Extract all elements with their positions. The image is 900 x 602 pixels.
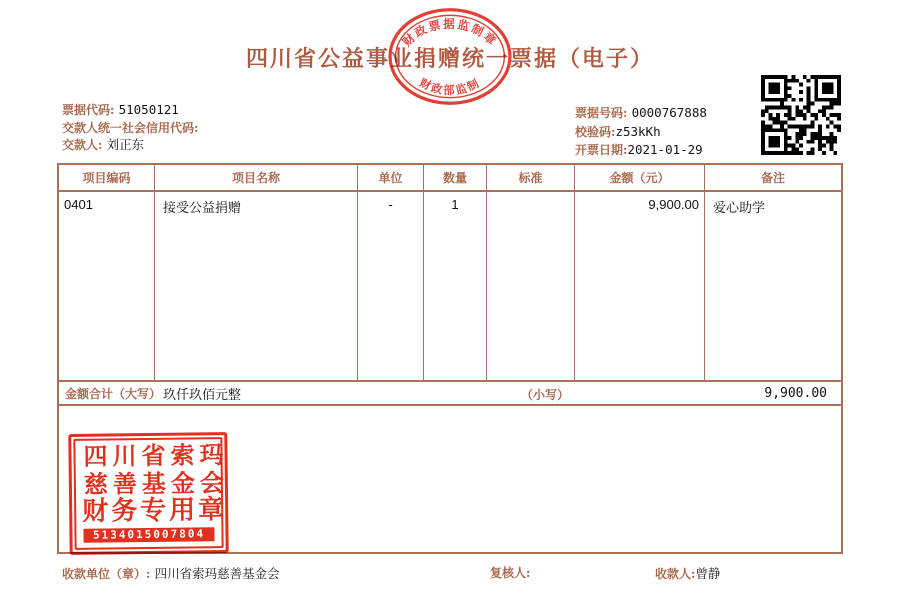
cashier-value: 曾静 [695,567,721,581]
cell-standard [487,192,575,380]
header-item-code: 项目编码 [59,165,155,190]
receipt-number-line [575,104,707,123]
svg-text:财政票据监制章 [400,17,501,49]
cell-item-code: 0401 [59,192,155,380]
seal-purpose-line: 财务专用章 [82,495,228,528]
payer-name-label: 交款人: [62,138,107,152]
total-amount-value: 9,900.00 [764,386,827,401]
finance-seal-inner [73,437,230,550]
payee-unit-label: 收款单位（章）: [62,567,155,581]
payer-info-block [62,101,203,155]
header-item-name: 项目名称 [155,165,358,190]
payer-credit-code-line [62,120,203,138]
amount-in-words: 玖仟玖佰元整 [163,386,242,402]
seal-org-line2: 慈善基金会 [83,467,230,499]
header-amount: 金额（元） [575,165,705,190]
stamp-arc-top-text: 财政票据监制章 [399,17,501,50]
seal-org-line1: 四川省索玛 [83,439,229,471]
table-header-row [59,165,841,192]
payee-unit-value: 四川省索玛慈善基金会 [154,567,280,581]
receipt-code-line [62,101,203,120]
issue-date-line [575,141,707,160]
summary-row [59,380,841,406]
cell-item-name: 接受公益捐赠 [155,192,358,380]
reviewer-label: 复核人: [490,566,531,580]
qr-code-icon [760,75,842,155]
receipt-meta-block [575,104,707,160]
receipt-title: 四川省公益事业捐赠统一票据（电子） [245,46,654,72]
summary-label: 金额合计（大写） [65,386,162,401]
signature-row [0,564,900,584]
receipt-number-label: 票据号码: [575,106,632,120]
payer-credit-code-label: 交款人统一社会信用代码: [62,120,203,135]
payee-unit-line [62,564,280,582]
cashier-label: 收款人: [655,567,696,581]
issue-date-label: 开票日期: [575,143,628,157]
reviewer-line [490,564,530,581]
cashier-line [655,564,720,582]
header-quantity: 数量 [424,165,487,190]
cell-quantity: 1 [424,192,487,380]
receipt-number-value: 0000767888 [631,105,707,120]
table-row [59,192,841,380]
header-note: 备注 [760,171,785,185]
receipt-code-value: 51050121 [118,102,179,117]
check-code-line [575,123,707,142]
seal-code: 5134015007804 [83,527,214,543]
check-code-label: 校验码: [575,124,616,139]
fiscal-supervision-stamp-icon [386,5,514,108]
header-unit: 单位 [358,165,424,190]
check-code-value: z53kKh [615,123,661,139]
cell-amount: 9,900.00 [575,192,705,380]
payer-name-value: 刘正东 [106,138,145,152]
cell-note: 爱心助学 [713,200,766,215]
small-amount-label: （小写） [521,388,570,402]
finance-seal [68,432,228,555]
stamp-arc-bottom-text: 财政部监制 [417,76,483,98]
issue-date-value: 2021-01-29 [627,142,703,157]
cell-unit: - [358,192,424,380]
payer-name-line [62,137,203,155]
receipt-code-label: 票据代码: [62,103,119,117]
header-standard: 标准 [487,165,575,190]
